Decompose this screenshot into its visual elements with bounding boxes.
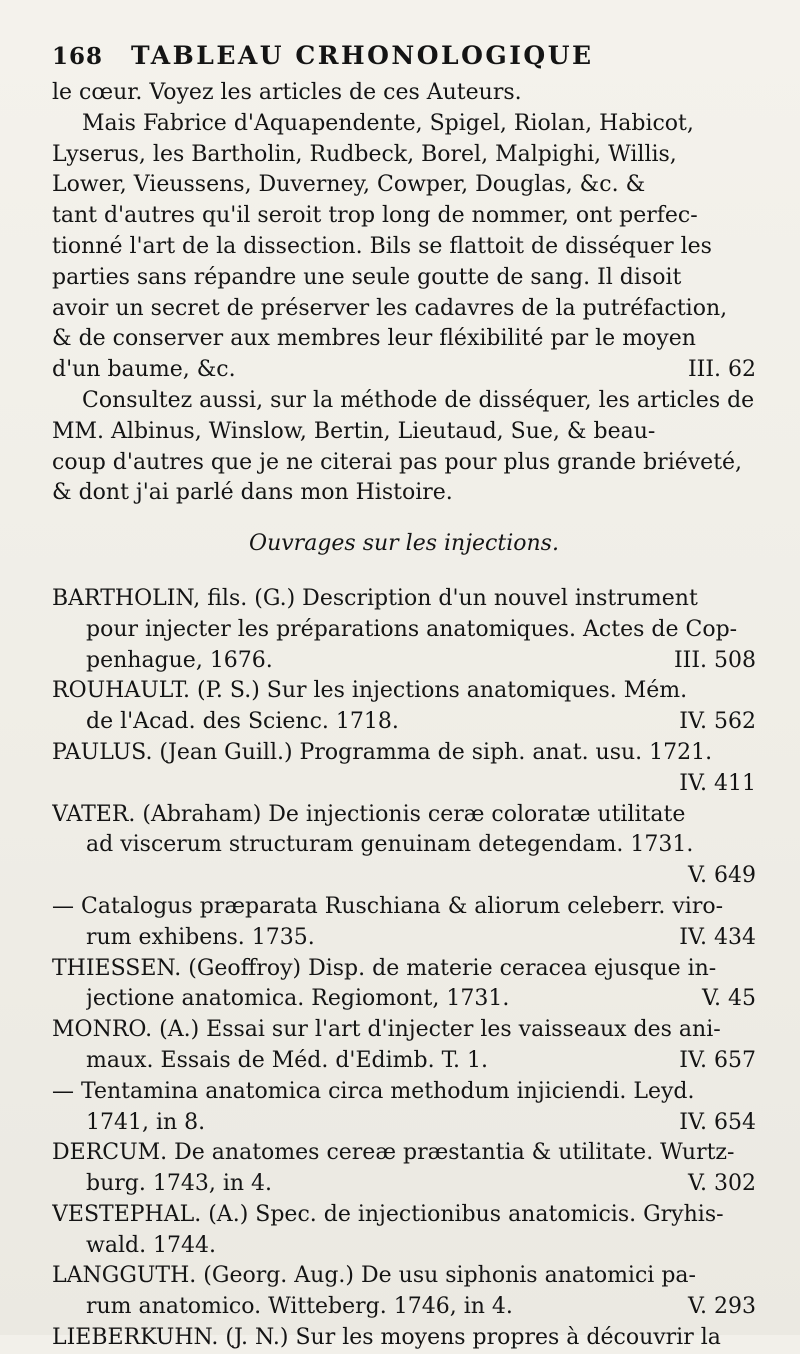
line-text: — Catalogus præparata Ruschiana & aliorum celeberr. viro-: [52, 893, 724, 919]
running-title: TABLEAU CRHONOLOGIQUE: [131, 41, 594, 70]
line-text: pour injecter les préparations anatomiques. Actes de Cop-: [86, 616, 738, 642]
text-line: [52, 1292, 756, 1323]
bibliography-entry: [52, 892, 756, 954]
line-text: rum exhibens. 1735.: [86, 924, 315, 950]
text-line: [52, 954, 756, 985]
text-line: [52, 201, 756, 232]
bibliography-entry: [52, 1200, 756, 1262]
text-line: [52, 324, 756, 355]
line-text: penhague, 1676.: [86, 647, 273, 673]
text-line: [52, 355, 756, 386]
line-text: & dont j'ai parlé dans mon Histoire.: [52, 480, 453, 506]
line-text: de l'Acad. des Scienc. 1718.: [86, 709, 399, 735]
volume-page-reference: V. 302: [687, 1171, 756, 1197]
text-line: [52, 1231, 756, 1262]
line-text: tant d'autres qu'il seroit trop long de nommer, ont perfec-: [52, 203, 698, 229]
volume-page-reference: IV. 562: [679, 709, 756, 735]
text-line: [52, 1261, 756, 1292]
intro-text: [52, 78, 756, 509]
section-title-text: Ouvrages sur les injections.: [249, 531, 559, 557]
bibliography-entry: [52, 584, 756, 676]
line-text: LIEBERKUHN. (J. N.) Sur les moyens propres à découvrir la: [52, 1325, 721, 1351]
text-line: [52, 1108, 756, 1139]
text-line: [52, 707, 756, 738]
text-line: [52, 232, 756, 263]
text-line: [52, 1015, 756, 1046]
bibliography-entry: [52, 738, 756, 800]
line-text: Consultez aussi, sur la méthode de disséquer, les articles de: [82, 387, 755, 413]
line-text: MM. Albinus, Winslow, Bertin, Lieutaud, Sue, & beau-: [52, 418, 656, 444]
text-line: [52, 263, 756, 294]
line-text: parties sans répandre une seule goutte de sang. Il disoit: [52, 264, 682, 290]
section-title: [52, 529, 756, 560]
text-line: [52, 1323, 756, 1354]
line-text: burg. 1743, in 4.: [86, 1171, 273, 1197]
volume-page-reference: IV. 657: [679, 1047, 756, 1073]
bibliography-entry: [52, 800, 756, 892]
text-line: [52, 646, 756, 677]
line-text: Mais Fabrice d'Aquapendente, Spigel, Riolan, Habicot,: [82, 110, 694, 136]
line-text: — Tentamina anatomica circa methodum injiciendi. Leyd.: [52, 1078, 695, 1104]
volume-page-reference: IV. 411: [679, 770, 756, 796]
text-line: [52, 448, 756, 479]
text-line: [52, 78, 756, 109]
text-line: [52, 861, 756, 892]
text-line: [52, 615, 756, 646]
line-text: tionné l'art de la dissection. Bils se flattoit de disséquer les: [52, 233, 712, 259]
line-text: maux. Essais de Méd. d'Edimb. T. 1.: [86, 1047, 488, 1073]
line-text: d'un baume, &c.: [52, 357, 236, 383]
volume-page-reference: III. 62: [687, 357, 756, 383]
spacer: [52, 560, 756, 580]
line-text: ROUHAULT. (P. S.) Sur les injections anatomiques. Mém.: [52, 678, 688, 704]
line-text: coup d'autres que je ne citerai pas pour plus grande briéveté,: [52, 449, 743, 475]
line-text: PAULUS. (Jean Guill.) Programma de siph. anat. usu. 1721.: [52, 739, 713, 765]
text-line: [52, 738, 756, 769]
text-line: [52, 140, 756, 171]
line-text: le cœur. Voyez les articles de ces Auteurs.: [52, 80, 522, 105]
text-line: [52, 1046, 756, 1077]
text-line: [52, 769, 756, 800]
volume-page-reference: III. 508: [673, 647, 756, 673]
line-text: 1741, in 8.: [86, 1109, 206, 1135]
text-line: [52, 1169, 756, 1200]
text-line: [52, 1077, 756, 1108]
bibliography-entry: [52, 1261, 756, 1323]
line-text: LANGGUTH. (Georg. Aug.) De usu siphonis anatomici pa-: [52, 1263, 696, 1289]
line-text: rum anatomico. Witteberg. 1746, in 4.: [86, 1294, 513, 1320]
line-text: VESTEPHAL. (A.) Spec. de injectionibus anatomicis. Gryhis-: [52, 1201, 724, 1227]
text-line: [52, 923, 756, 954]
running-header: [52, 38, 756, 74]
text-line: [52, 1138, 756, 1169]
page-number: 168: [52, 43, 104, 70]
text-line: [52, 584, 756, 615]
line-text: Lyserus, les Bartholin, Rudbeck, Borel, Malpighi, Willis,: [52, 141, 677, 167]
text-line: [52, 478, 756, 509]
line-text: & de conserver aux membres leur fléxibilité par le moyen: [52, 326, 696, 352]
text-line: [52, 984, 756, 1015]
volume-page-reference: V. 293: [687, 1294, 756, 1320]
line-text: MONRO. (A.) Essai sur l'art d'injecter les vaisseaux des ani-: [52, 1017, 721, 1043]
text-line: [52, 294, 756, 325]
text-line: [52, 417, 756, 448]
volume-page-reference: IV. 654: [679, 1109, 756, 1135]
text-line: [52, 109, 756, 140]
line-text: THIESSEN. (Geoffroy) Disp. de materie ceracea ejusque in-: [52, 955, 717, 981]
line-text: BARTHOLIN, fils. (G.) Description d'un nouvel instrument: [52, 585, 698, 611]
bibliography-entry: [52, 676, 756, 738]
bibliography-entry: [52, 1015, 756, 1077]
bibliography-entry: [52, 1077, 756, 1139]
text-line: [52, 676, 756, 707]
bibliography-entry: [52, 954, 756, 1016]
line-text: jectione anatomica. Regiomont, 1731.: [86, 986, 510, 1012]
line-text: VATER. (Abraham) De injectionis ceræ coloratæ utilitate: [52, 801, 686, 827]
volume-page-reference: V. 45: [701, 986, 756, 1012]
text-line: [52, 830, 756, 861]
bibliography-entry: [52, 1323, 756, 1354]
line-text: Lower, Vieussens, Duverney, Cowper, Douglas, &c. &: [52, 172, 646, 198]
line-text: DERCUM. De anatomes cereæ præstantia & utilitate. Wurtz-: [52, 1140, 735, 1166]
text-line: [52, 1200, 756, 1231]
line-text: avoir un secret de préserver les cadavres de la putréfaction,: [52, 295, 728, 321]
line-text: ad viscerum structuram genuinam detegendam. 1731.: [86, 832, 694, 858]
text-line: [52, 800, 756, 831]
text-line: [52, 170, 756, 201]
text-line: [52, 892, 756, 923]
volume-page-reference: IV. 434: [679, 924, 756, 950]
text-line: [52, 386, 756, 417]
bibliography-list: [52, 584, 756, 1354]
volume-page-reference: V. 649: [687, 863, 756, 889]
bibliography-entry: [52, 1138, 756, 1200]
spacer: [52, 509, 756, 529]
line-text: wald. 1744.: [86, 1232, 217, 1258]
